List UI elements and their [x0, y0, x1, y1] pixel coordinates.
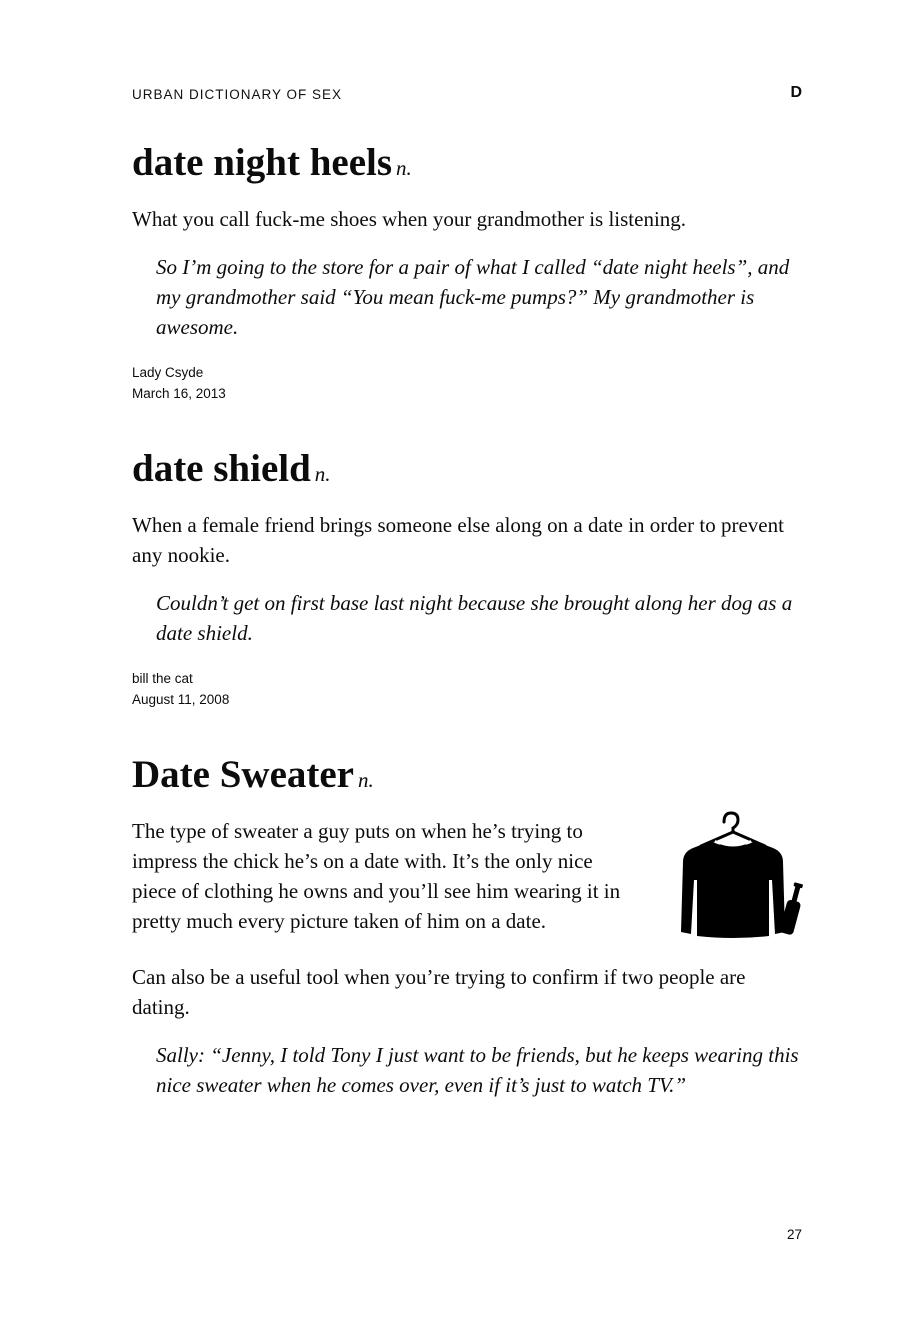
entry-definition-additional: Can also be a useful tool when you’re trying to confirm if two people are dating.: [132, 965, 746, 1019]
part-of-speech: n.: [396, 156, 412, 180]
part-of-speech: n.: [357, 768, 374, 792]
entry-definition: When a female friend brings someone else along on a date in order to prevent any nookie.: [132, 513, 784, 567]
entry-date-night-heels: [132, 141, 802, 404]
entry-headword: [132, 447, 802, 496]
entry-example: Couldn’t get on first base last night because she brought along her dog as a date shield.: [156, 591, 793, 645]
sweater-on-hanger-with-lint-roller-icon: [671, 808, 806, 948]
entry-author: bill the cat: [132, 671, 193, 686]
entry-date: August 11, 2008: [132, 692, 230, 707]
part-of-speech: n.: [314, 462, 331, 486]
entry-byline: [132, 668, 802, 710]
headword-text: date night heels: [132, 141, 393, 184]
entry-example: So I’m going to the store for a pair of what I called “date night heels”, and my grandmother said “You mean fuck-me pumps?” My grandmother is awesome.: [156, 255, 790, 339]
entry-headword: [132, 753, 802, 802]
entry-definition: What you call fuck-me shoes when your grandmother is listening.: [132, 207, 687, 231]
entry-example: Sally: “Jenny, I told Tony I just want to be friends, but he keeps wearing this nice sweater when he comes over, even if it’s just to watch TV.”: [156, 1043, 799, 1097]
entry-date-shield: [132, 447, 802, 710]
definition-with-illustration: [132, 816, 802, 948]
page-number: 27: [786, 1227, 802, 1242]
headword-text: Date Sweater: [132, 753, 354, 796]
entry-definition: The type of sweater a guy puts on when he’s trying to impress the chick he’s on a date with. It’s the only nice piece of clothing he owns and you’ll see him wearing it in pretty much every picture taken of him on a date.: [132, 819, 621, 933]
entry-byline: [132, 362, 802, 404]
section-letter: D: [790, 84, 802, 101]
entry-author: Lady Csyde: [132, 365, 204, 380]
headword-text: date shield: [132, 447, 311, 490]
entry-date: March 16, 2013: [132, 386, 226, 401]
entry-date-sweater: [132, 753, 802, 1100]
running-head: URBAN DICTIONARY OF SEX: [132, 87, 343, 102]
entry-headword: [132, 141, 802, 190]
